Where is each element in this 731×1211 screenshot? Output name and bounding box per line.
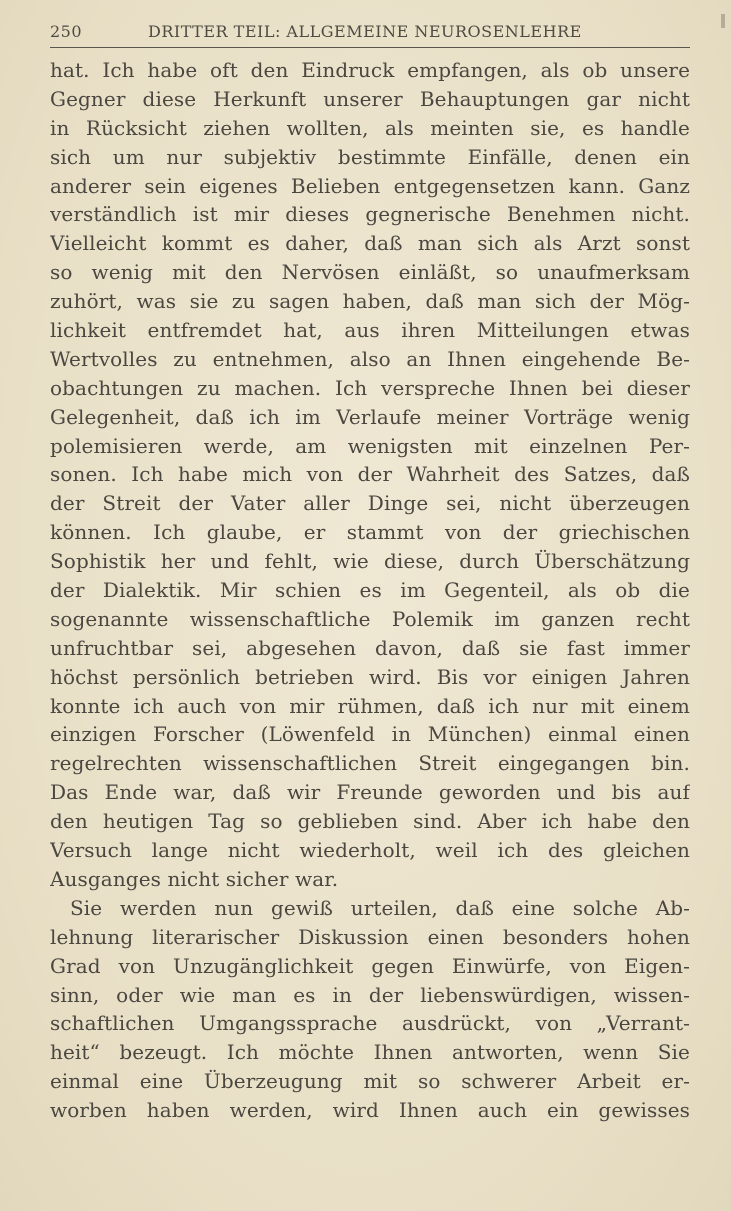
text-line: sinn, oder wie man es in der liebenswürdigen, wissen- [50, 982, 690, 1007]
text-line: Gelegenheit, daß ich im Verlaufe meiner Vorträge wenig [50, 404, 690, 429]
text-line: sich um nur subjektiv bestimmte Einfälle, denen ein [50, 144, 690, 169]
running-title: DRITTER TEIL: ALLGEMEINE NEUROSENLEHRE [148, 22, 582, 41]
text-line: verständlich ist mir dieses gegnerische Benehmen nicht. [50, 202, 690, 227]
text-line: obachtungen zu machen. Ich verspreche Ihnen bei dieser [50, 375, 690, 400]
text-line: konnte ich auch von mir rühmen, daß ich nur mit einem [50, 693, 690, 718]
text-line: Sophistik her und fehlt, wie diese, durch Überschätzung [50, 549, 690, 574]
text-line: Ausganges nicht sicher war. [50, 866, 339, 891]
page-number: 250 [50, 22, 83, 41]
text-line: einmal eine Überzeugung mit so schwerer Arbeit er- [50, 1069, 690, 1094]
text-line: können. Ich glaube, er stammt von der griechischen [50, 520, 690, 545]
text-line: Vielleicht kommt es daher, daß man sich als Arzt sonst [50, 231, 690, 256]
text-line: Grad von Unzugänglichkeit gegen Einwürfe, von Eigen- [50, 953, 690, 978]
text-line: Sie werden nun gewiß urteilen, daß eine solche Ab- [70, 895, 690, 920]
page-edge-mark [721, 14, 725, 28]
text-line: lichkeit entfremdet hat, aus ihren Mitteilungen etwas [50, 318, 690, 343]
text-line: Das Ende war, daß wir Freunde geworden und bis auf [50, 780, 690, 805]
body-text [50, 56, 690, 1125]
text-line: Wertvolles zu entnehmen, also an Ihnen eingehende Be- [50, 346, 690, 371]
text-line: Versuch lange nicht wiederholt, weil ich des gleichen [50, 838, 690, 863]
text-line: lehnung literarischer Diskussion einen besonders hohen [50, 924, 690, 949]
text-line: hat. Ich habe oft den Eindruck empfangen, als ob unsere [50, 58, 690, 82]
text-line: in Rücksicht ziehen wollten, als meinten sie, es handle [50, 115, 690, 140]
text-line: unfruchtbar sei, abgesehen davon, daß sie fast immer [50, 635, 690, 660]
text-line: Gegner diese Herkunft unserer Behauptungen gar nicht [50, 86, 690, 111]
text-line: worben haben werden, wird Ihnen auch ein gewisses [50, 1098, 690, 1123]
text-line: schaftlichen Umgangssprache ausdrückt, von „Verrant- [50, 1011, 690, 1036]
text-line: sogenannte wissenschaftliche Polemik im ganzen recht [50, 606, 690, 631]
text-line: der Streit der Vater aller Dinge sei, nicht überzeugen [50, 491, 690, 516]
text-line: zuhört, was sie zu sagen haben, daß man sich der Mög- [50, 289, 690, 314]
text-line: anderer sein eigenes Belieben entgegensetzen kann. Ganz [50, 173, 690, 198]
text-line: heit“ bezeugt. Ich möchte Ihnen antworten, wenn Sie [50, 1040, 690, 1065]
text-line: den heutigen Tag so geblieben sind. Aber ich habe den [50, 809, 690, 834]
text-line: regelrechten wissenschaftlichen Streit eingegangen bin. [50, 751, 690, 776]
header-rule [50, 47, 690, 48]
text-line: einzigen Forscher (Löwenfeld in München) einmal einen [50, 722, 690, 747]
text-line: so wenig mit den Nervösen einläßt, so unaufmerksam [50, 260, 690, 285]
running-header [50, 22, 690, 46]
text-line: polemisieren werde, am wenigsten mit einzelnen Per- [50, 433, 690, 458]
text-line: höchst persönlich betrieben wird. Bis vor einigen Jahren [50, 664, 690, 689]
text-line: der Dialektik. Mir schien es im Gegenteil, als ob die [50, 578, 690, 603]
text-line: sonen. Ich habe mich von der Wahrheit des Satzes, daß [50, 462, 690, 487]
